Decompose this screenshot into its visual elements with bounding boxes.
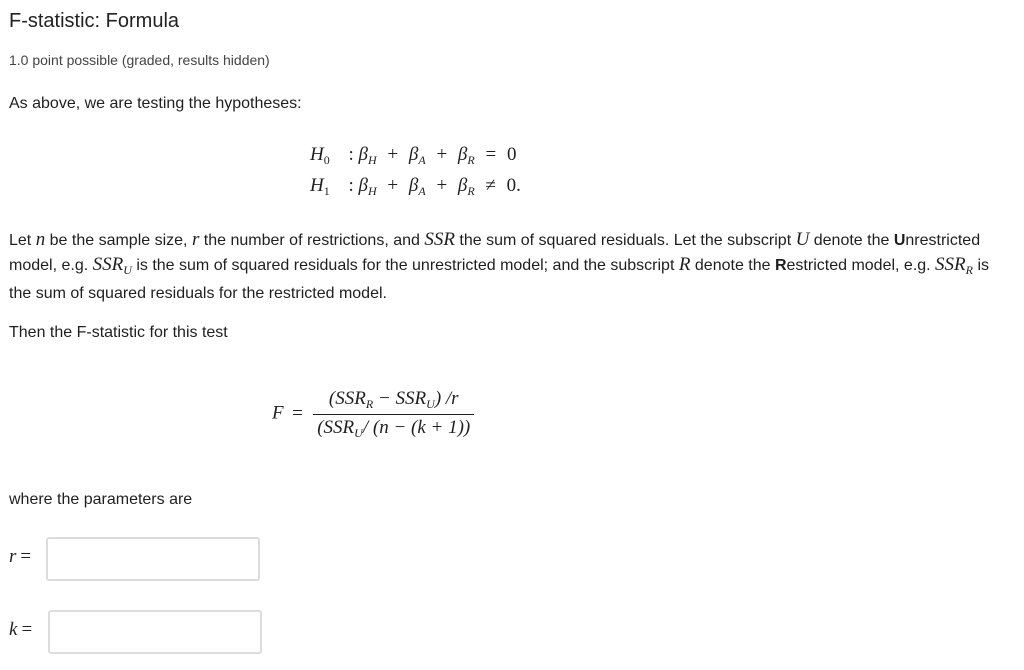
f-statistic-formula: F = $\frac{(SSR_R - SSR_U) /r}{(SSR_U/ (n - (k + 1))}$: [272, 388, 474, 441]
hypothesis-null: $H_0$ : $\beta_H + \beta_A + \beta_R = 0$: [310, 144, 517, 167]
problem-points: 1.0 point possible (graded, results hidden): [9, 52, 270, 68]
k-input[interactable]: [48, 610, 262, 654]
then-text: Then the F-statistic for this test: [9, 324, 228, 341]
problem-title: F-statistic: Formula: [9, 10, 180, 32]
hypothesis-alternative: $H_1$ : $\beta_H + \beta_A + \beta_R \ne 0$.: [310, 175, 521, 198]
intro-text: As above, we are testing the hypotheses:: [9, 95, 302, 112]
formula-denominator: ($SSR_U/$ (n − (k + 1)): [317, 417, 471, 440]
r-input[interactable]: [46, 537, 260, 581]
k-label: k =: [9, 619, 33, 640]
fraction-bar: [313, 414, 474, 415]
explanation-paragraph: Let n be the sample size, r the number of restrictions, and SSR the sum of squared residuals. Let the subscript U denote the Unrestricted model, e.g. $SSR_U$ is the sum of squared residuals for the unrestricted model; and the subscript R denote the Restricted model, e.g. $SSR_R$ is the sum of squared residuals for the restricted model.: [9, 229, 989, 302]
parameters-text: where the parameters are: [9, 491, 193, 508]
r-label: r =: [9, 546, 32, 567]
formula-numerator: $(SSR_R - SSR_U)$ /r: [328, 388, 459, 411]
